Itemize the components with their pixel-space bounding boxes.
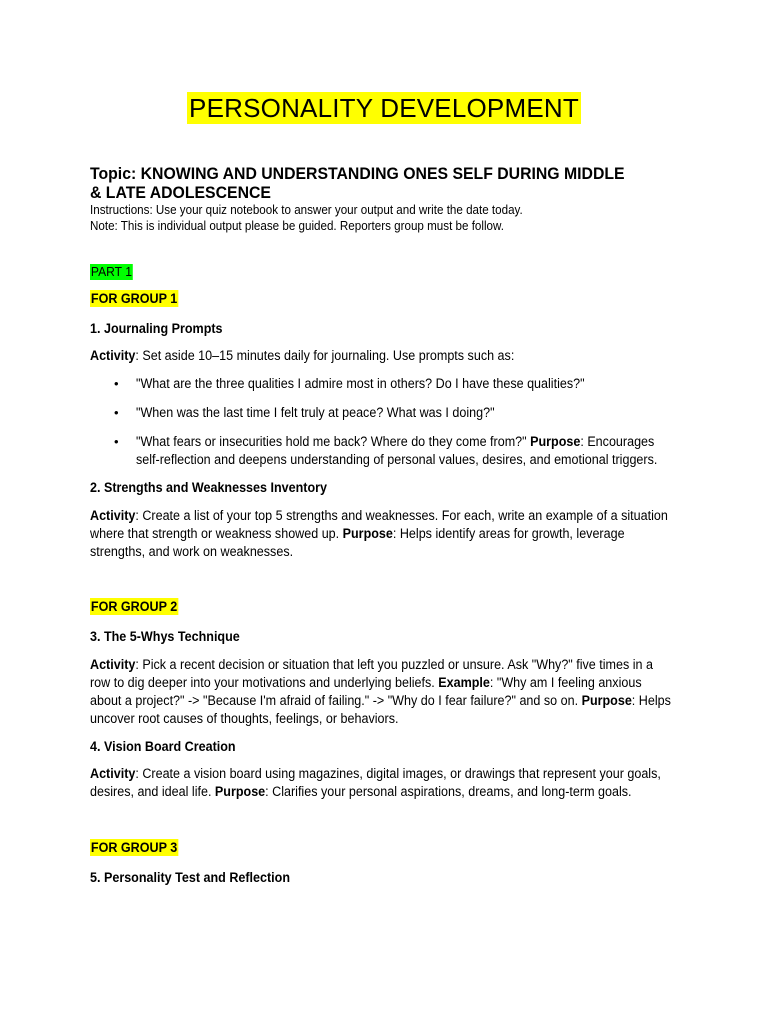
item4-body <box>90 765 676 801</box>
item1-activity <box>90 347 676 365</box>
activity-label: Activity <box>90 766 136 781</box>
purpose-label: Purpose <box>530 434 581 449</box>
activity-text: : Create a list of your top 5 strengths and weaknesses. For each, write an example of a situation where that strength or weakness showed up. <box>90 508 668 541</box>
page-title: PERSONALITY DEVELOPMENT <box>189 93 579 123</box>
example-label: Example <box>438 675 490 690</box>
bullet-glyph: • <box>114 376 119 391</box>
activity-text: : Pick a recent decision or situation that left you puzzled or unsure. Ask "Why?" five times in a row to dig deeper into your motivations and underlying beliefs. <box>90 657 654 690</box>
activity-label: Activity <box>90 508 136 523</box>
activity-text: : Set aside 10–15 minutes daily for journaling. Use prompts such as: <box>135 348 515 363</box>
group1-label: FOR GROUP 1 <box>90 291 178 306</box>
title-row <box>0 92 768 124</box>
topic-heading: Topic: KNOWING AND UNDERSTANDING ONES SELF DURING MIDDLE & LATE ADOLESCENCE <box>90 164 625 202</box>
group2-label-row <box>90 598 185 616</box>
item1-heading: 1. Journaling Prompts <box>90 321 223 336</box>
group1-label-row <box>90 290 185 308</box>
instructions-block <box>90 203 685 234</box>
part1-label-row <box>90 263 136 281</box>
activity-label: Activity <box>90 657 136 672</box>
list-item: "When was the last time I felt truly at peace? What was I doing?" <box>136 405 495 420</box>
instructions-line: Instructions: Use your quiz notebook to answer your output and write the date today. <box>90 203 523 217</box>
item3-body <box>90 656 676 728</box>
group3-label: FOR GROUP 3 <box>90 840 178 855</box>
list-item: "What are the three qualities I admire most in others? Do I have these qualities?" <box>136 376 585 391</box>
group3-label-row <box>90 839 185 857</box>
purpose-text: : Helps identify areas for growth, leverage strengths, and work on weaknesses. <box>90 526 625 559</box>
item5-heading: 5. Personality Test and Reflection <box>90 870 291 885</box>
bullet-glyph: • <box>114 405 119 420</box>
item4-heading: 4. Vision Board Creation <box>90 739 236 754</box>
note-line: Note: This is individual output please be guided. Reporters group must be follow. <box>90 218 505 233</box>
purpose-label: Purpose <box>214 784 266 799</box>
activity-label: Activity <box>90 348 136 363</box>
purpose-text: : Encourages self-reflection and deepens understanding of personal values, desires, and emotional triggers. <box>136 434 658 467</box>
purpose-text: : Helps uncover root causes of thoughts, feelings, or behaviors. <box>90 693 671 726</box>
group2-label: FOR GROUP 2 <box>90 599 178 614</box>
bullet-glyph: • <box>114 434 119 449</box>
purpose-label: Purpose <box>581 693 632 708</box>
purpose-label: Purpose <box>342 526 393 541</box>
activity-text: : Create a vision board using magazines, digital images, or drawings that represent your goals, desires, and ideal life. <box>90 766 661 799</box>
part1-label: PART 1 <box>90 264 132 279</box>
purpose-text: : Clarifies your personal aspirations, dreams, and long-term goals. <box>265 784 632 799</box>
item2-heading: 2. Strengths and Weaknesses Inventory <box>90 480 328 495</box>
item3-heading: 3. The 5-Whys Technique <box>90 629 240 644</box>
bullet-text: "What fears or insecurities hold me back? Where do they come from?" <box>136 434 531 449</box>
list-item <box>136 433 680 469</box>
item2-body <box>90 507 676 561</box>
example-text: : "Why am I feeling anxious about a project?" -> "Because I'm afraid of failing." -> "Why do I fear failure?" and so on. <box>90 675 642 708</box>
